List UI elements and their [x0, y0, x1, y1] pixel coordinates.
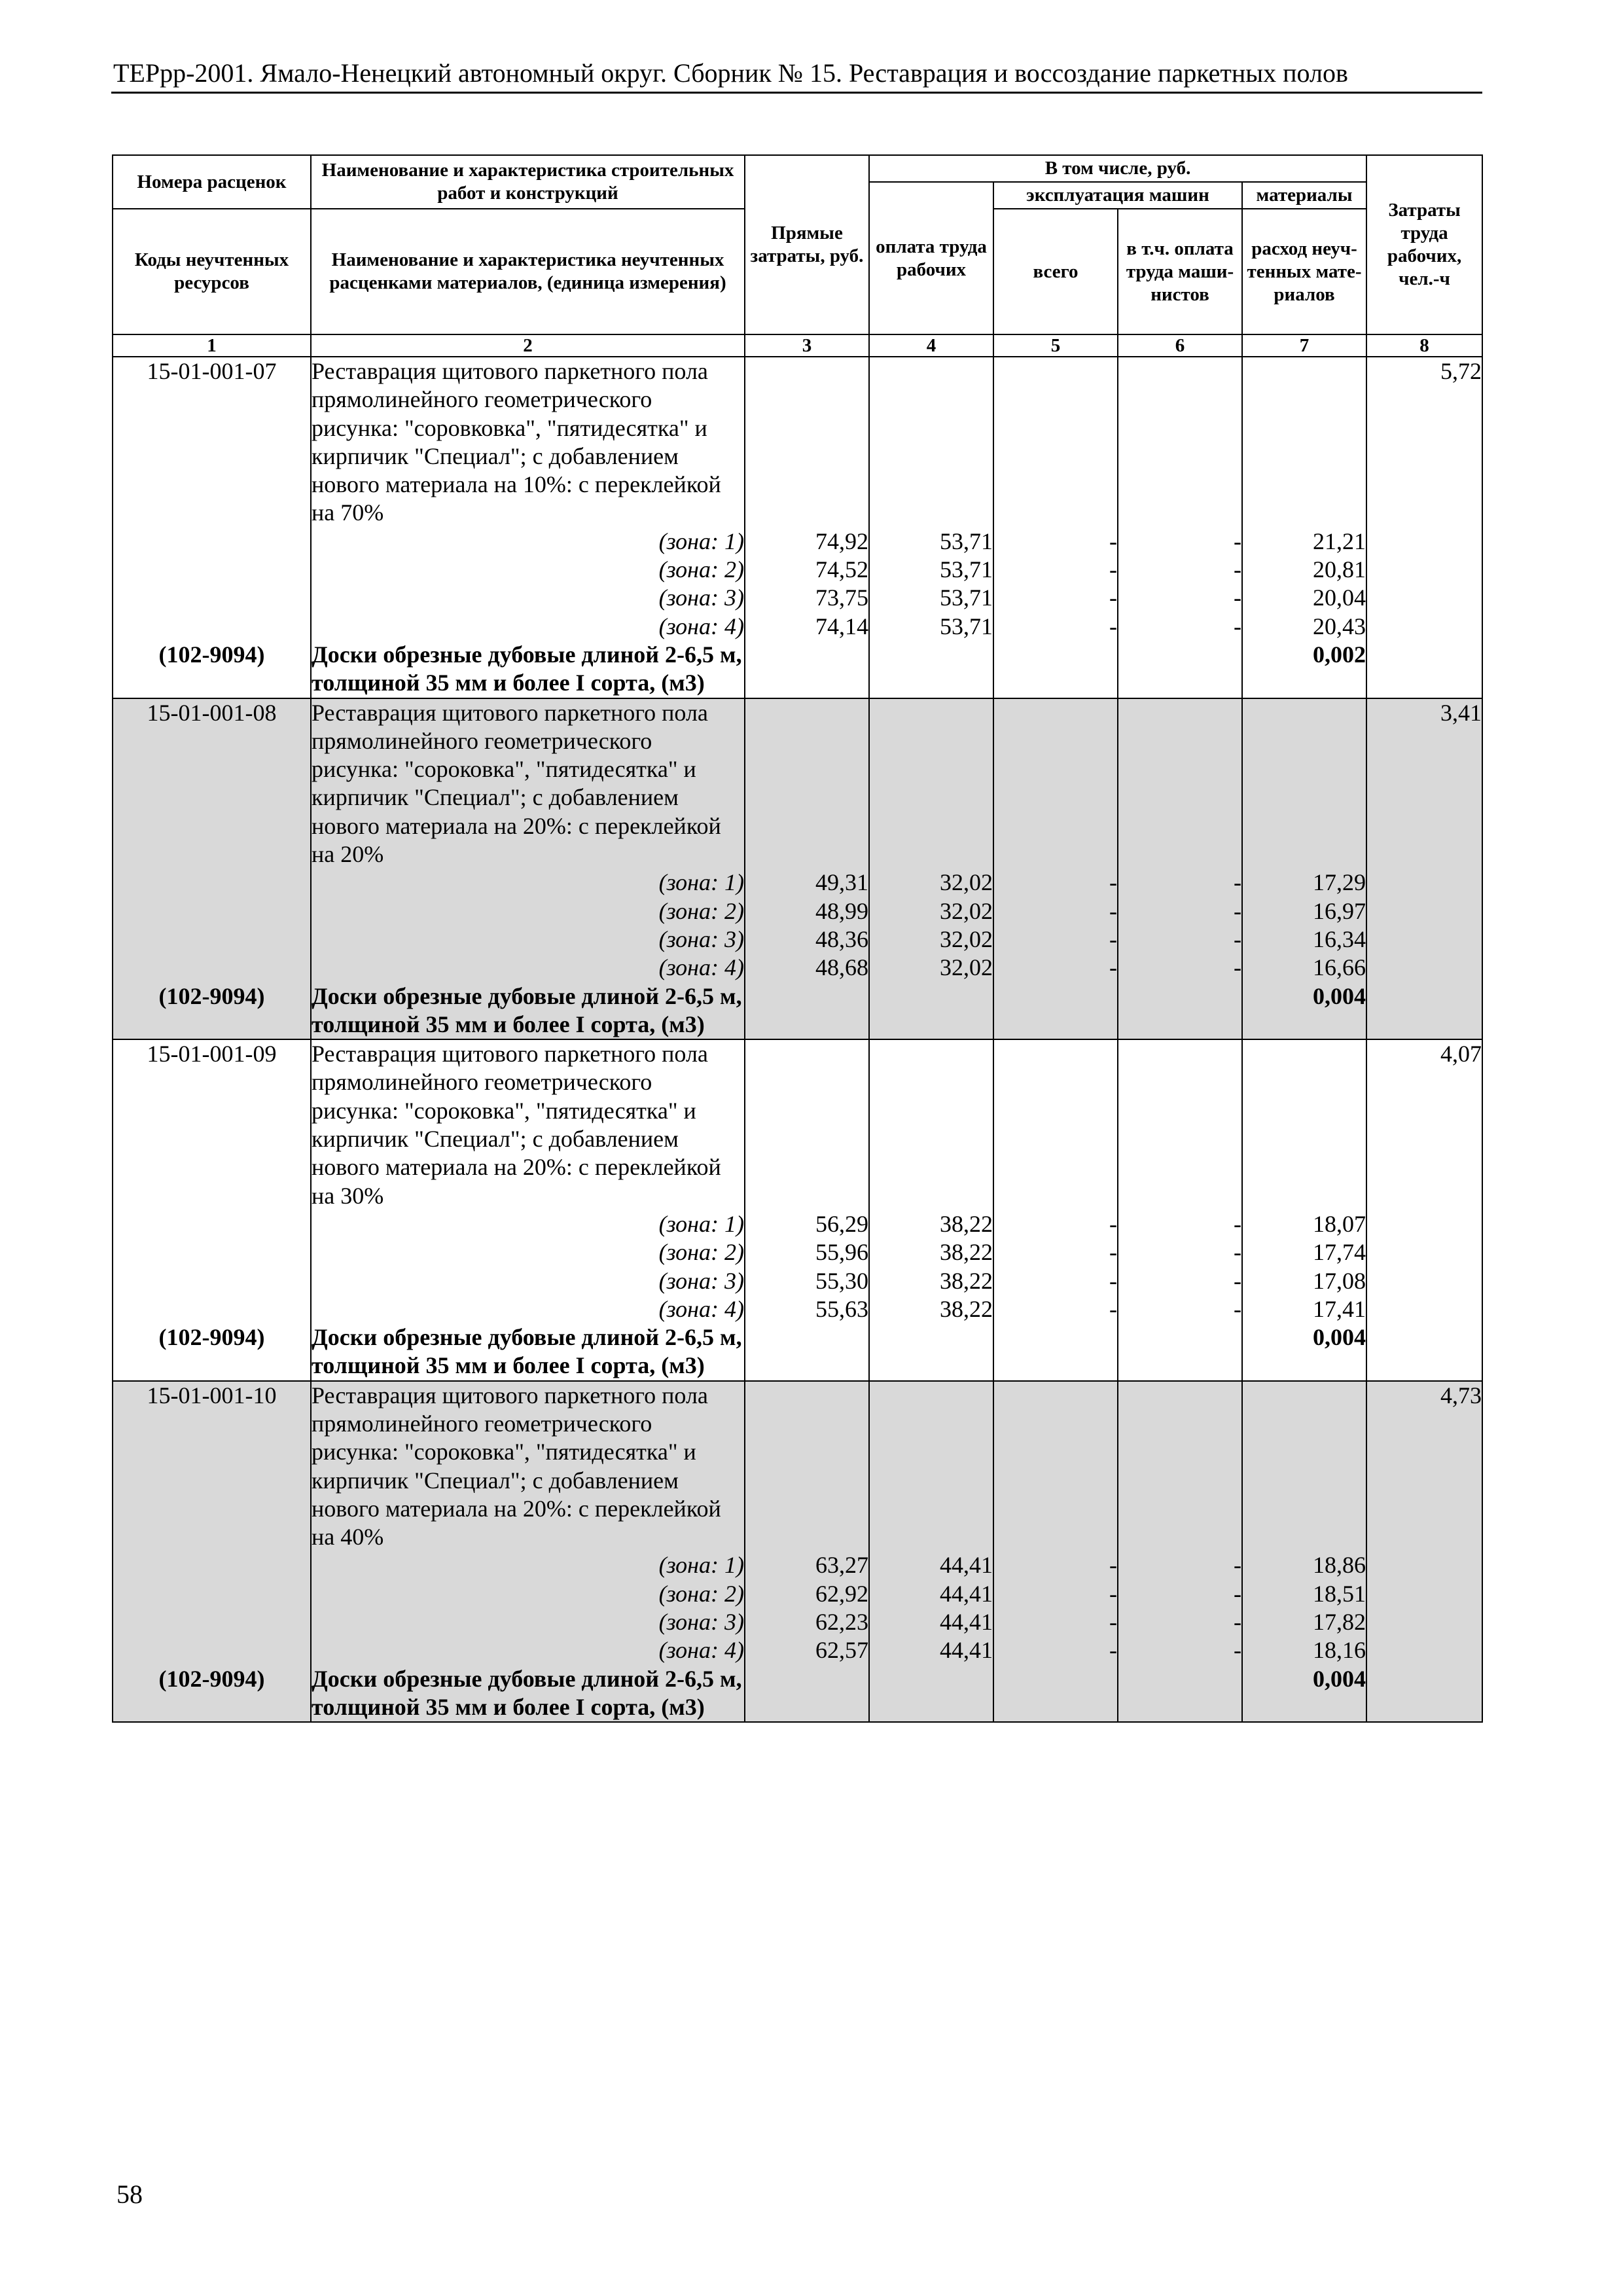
- machinists-pay: -: [1234, 584, 1241, 611]
- materials-cost-cell: [1242, 357, 1366, 698]
- direct-cost-cell: [745, 1381, 869, 1723]
- direct-cost: 62,23: [815, 1609, 868, 1636]
- head-materials: материалы: [1242, 182, 1366, 209]
- column-numbers-row: [113, 334, 1482, 357]
- materials-cost: 17,08: [1313, 1267, 1366, 1294]
- head-labor-pay: оплата труда рабочих: [869, 182, 993, 334]
- head-direct-costs: Прямые затраты, руб.: [745, 155, 869, 334]
- resource-quantity: 0,004: [1313, 982, 1366, 1009]
- head-machine-operation: эксплуатация машин: [993, 182, 1242, 209]
- materials-cost: 18,07: [1313, 1210, 1366, 1237]
- table-row: [113, 698, 1482, 1040]
- labor-pay: 44,41: [940, 1580, 993, 1607]
- direct-cost: 73,75: [815, 584, 868, 611]
- zone-label: (зона: 4): [658, 1637, 744, 1664]
- machines-total: -: [1109, 556, 1117, 583]
- machinists-pay: -: [1234, 556, 1241, 583]
- direct-cost: 74,52: [815, 556, 868, 583]
- machinists-pay: -: [1234, 1580, 1241, 1607]
- rate-code-cell: [113, 1039, 311, 1381]
- zone-label: (зона: 2): [658, 1580, 744, 1607]
- machinists-pay: -: [1234, 1239, 1241, 1266]
- labor-hours-cell: [1366, 1381, 1482, 1723]
- resource-name: Доски обрезные дубовые длиной 2-6,5 м, толщиной 35 мм и более I сорта, (м3): [312, 641, 742, 696]
- zone-label: (зона: 3): [658, 1267, 744, 1294]
- direct-cost: 62,92: [815, 1580, 868, 1607]
- head-rate-numbers: Номера расценок: [113, 155, 311, 209]
- machinists-pay: -: [1234, 1295, 1241, 1322]
- machinists-pay: -: [1234, 1267, 1241, 1294]
- labor-pay: 38,22: [940, 1267, 993, 1294]
- resource-quantity: 0,004: [1313, 1665, 1366, 1692]
- description-cell: [311, 1039, 745, 1381]
- materials-cost: 21,21: [1313, 528, 1366, 554]
- head-including: В том числе, руб.: [869, 155, 1366, 182]
- head-material-name: Наименование и характеристика неучтенных расценками материалов, (единица измерения): [311, 209, 745, 334]
- machines-total: -: [1109, 1637, 1117, 1664]
- machines-total: -: [1109, 1580, 1117, 1607]
- direct-cost: 74,14: [815, 613, 868, 639]
- description-cell: [311, 1381, 745, 1723]
- machines-total: -: [1109, 584, 1117, 611]
- labor-pay: 53,71: [940, 584, 993, 611]
- materials-cost: 16,66: [1313, 954, 1366, 981]
- machines-total: -: [1109, 954, 1117, 981]
- materials-cost: 17,41: [1313, 1295, 1366, 1322]
- resource-quantity: 0,004: [1313, 1324, 1366, 1351]
- resource-code: (102-9094): [158, 1324, 265, 1351]
- zone-label: (зона: 2): [658, 1239, 744, 1266]
- resource-quantity: 0,002: [1313, 641, 1366, 668]
- work-description: Реставрация щитового паркетного пола прямолинейного геометрического рисунка: "сороковка", "пятидесятка" и кирпичик "Специал"; с добавлением нового материала на 20%: с переклейкой на 40%: [312, 1382, 721, 1551]
- materials-cost: 20,04: [1313, 584, 1366, 611]
- zone-label: (зона: 2): [658, 897, 744, 924]
- machinists-pay: -: [1234, 528, 1241, 554]
- machines-total: -: [1109, 869, 1117, 896]
- labor-pay: 32,02: [940, 954, 993, 981]
- resource-name: Доски обрезные дубовые длиной 2-6,5 м, толщиной 35 мм и более I сорта, (м3): [312, 1665, 742, 1720]
- direct-cost: 56,29: [815, 1210, 868, 1237]
- work-description: Реставрация щитового паркетного пола прямолинейного геометрического рисунка: "соровковка", "пятидесятка" и кирпичик "Специал"; с добавлением нового материала на 10%: с переклейкой на 70%: [312, 358, 721, 526]
- resource-code: (102-9094): [158, 641, 265, 668]
- zone-label: (зона: 4): [658, 1295, 744, 1322]
- rate-code-cell: [113, 357, 311, 698]
- labor-pay: 38,22: [940, 1210, 993, 1237]
- materials-cost: 20,81: [1313, 556, 1366, 583]
- direct-cost: 55,63: [815, 1295, 868, 1322]
- table-row: [113, 1039, 1482, 1381]
- colnum-5: 5: [993, 334, 1118, 357]
- head-resource-codes: Коды неучтенных ресурсов: [113, 209, 311, 334]
- description-cell: [311, 698, 745, 1040]
- labor-hours: 4,73: [1440, 1382, 1482, 1408]
- machines-total: -: [1109, 1267, 1117, 1294]
- direct-cost: 62,57: [815, 1637, 868, 1664]
- head-machines-total: всего: [993, 209, 1118, 334]
- labor-pay: 44,41: [940, 1609, 993, 1636]
- zone-label: (зона: 2): [658, 556, 744, 583]
- zone-label: (зона: 3): [658, 925, 744, 952]
- labor-pay-cell: [869, 357, 993, 698]
- direct-cost-cell: [745, 1039, 869, 1381]
- head-machinists-pay: в т.ч. оплата труда маши-нистов: [1118, 209, 1242, 334]
- machines-total-cell: [993, 357, 1118, 698]
- direct-cost: 48,99: [815, 897, 868, 924]
- colnum-4: 4: [869, 334, 993, 357]
- materials-cost: 17,74: [1313, 1239, 1366, 1266]
- resource-name: Доски обрезные дубовые длиной 2-6,5 м, толщиной 35 мм и более I сорта, (м3): [312, 1324, 742, 1379]
- direct-cost: 55,30: [815, 1267, 868, 1294]
- table-row: [113, 357, 1482, 698]
- machines-total-cell: [993, 1381, 1118, 1723]
- machinists-pay-cell: [1118, 357, 1242, 698]
- labor-hours: 3,41: [1440, 699, 1482, 726]
- direct-cost: 55,96: [815, 1239, 868, 1266]
- materials-cost-cell: [1242, 1039, 1366, 1381]
- machines-total-cell: [993, 698, 1118, 1040]
- head-unaccounted-materials: расход неуч-тенных мате-риалов: [1242, 209, 1366, 334]
- machinists-pay: -: [1234, 869, 1241, 896]
- labor-hours: 5,72: [1440, 358, 1482, 384]
- colnum-6: 6: [1118, 334, 1242, 357]
- machinists-pay: -: [1234, 897, 1241, 924]
- materials-cost: 18,86: [1313, 1552, 1366, 1579]
- header-rule: [111, 92, 1482, 94]
- labor-pay-cell: [869, 698, 993, 1040]
- machinists-pay-cell: [1118, 1381, 1242, 1723]
- work-description: Реставрация щитового паркетного пола прямолинейного геометрического рисунка: "сороковка", "пятидесятка" и кирпичик "Специал"; с добавлением нового материала на 20%: с переклейкой на 30%: [312, 1041, 721, 1209]
- labor-pay: 53,71: [940, 613, 993, 639]
- machinists-pay: -: [1234, 1609, 1241, 1636]
- rates-table: [112, 154, 1483, 1723]
- page-number: 58: [116, 2179, 143, 2209]
- machinists-pay: -: [1234, 613, 1241, 639]
- machines-total: -: [1109, 1239, 1117, 1266]
- machines-total: -: [1109, 1295, 1117, 1322]
- direct-cost: 74,92: [815, 528, 868, 554]
- labor-pay: 32,02: [940, 925, 993, 952]
- materials-cost: 16,34: [1313, 925, 1366, 952]
- resource-name: Доски обрезные дубовые длиной 2-6,5 м, толщиной 35 мм и более I сорта, (м3): [312, 982, 742, 1037]
- labor-pay-cell: [869, 1381, 993, 1723]
- labor-pay: 53,71: [940, 556, 993, 583]
- labor-pay: 32,02: [940, 897, 993, 924]
- machinists-pay: -: [1234, 1210, 1241, 1237]
- machines-total: -: [1109, 925, 1117, 952]
- machinists-pay-cell: [1118, 1039, 1242, 1381]
- colnum-8: 8: [1366, 334, 1482, 357]
- zone-label: (зона: 1): [658, 1552, 744, 1579]
- materials-cost: 20,43: [1313, 613, 1366, 639]
- description-cell: [311, 357, 745, 698]
- colnum-1: 1: [113, 334, 311, 357]
- materials-cost: 18,51: [1313, 1580, 1366, 1607]
- labor-pay: 44,41: [940, 1552, 993, 1579]
- colnum-7: 7: [1242, 334, 1366, 357]
- materials-cost: 17,29: [1313, 869, 1366, 896]
- direct-cost-cell: [745, 357, 869, 698]
- work-description: Реставрация щитового паркетного пола прямолинейного геометрического рисунка: "сороковка", "пятидесятка" и кирпичик "Специал"; с добавлением нового материала на 20%: с переклейкой на 20%: [312, 699, 721, 868]
- rate-code-cell: [113, 698, 311, 1040]
- zone-label: (зона: 4): [658, 613, 744, 639]
- machines-total-cell: [993, 1039, 1118, 1381]
- machinists-pay-cell: [1118, 698, 1242, 1040]
- rate-code: 15-01-001-08: [147, 699, 277, 726]
- resource-code: (102-9094): [158, 982, 265, 1009]
- table-head: [113, 155, 1482, 357]
- materials-cost-cell: [1242, 698, 1366, 1040]
- machines-total: -: [1109, 1609, 1117, 1636]
- head-labor-hours: Затраты труда рабочих, чел.-ч: [1366, 155, 1482, 334]
- direct-cost: 48,68: [815, 954, 868, 981]
- machines-total: -: [1109, 897, 1117, 924]
- zone-label: (зона: 1): [658, 1210, 744, 1237]
- labor-pay: 44,41: [940, 1637, 993, 1664]
- materials-cost: 18,16: [1313, 1637, 1366, 1664]
- colnum-3: 3: [745, 334, 869, 357]
- labor-hours: 4,07: [1440, 1041, 1482, 1067]
- resource-code: (102-9094): [158, 1665, 265, 1692]
- direct-cost: 48,36: [815, 925, 868, 952]
- machines-total: -: [1109, 1210, 1117, 1237]
- machinists-pay: -: [1234, 954, 1241, 981]
- labor-hours-cell: [1366, 1039, 1482, 1381]
- colnum-2: 2: [311, 334, 745, 357]
- rate-code-cell: [113, 1381, 311, 1723]
- machinists-pay: -: [1234, 925, 1241, 952]
- materials-cost-cell: [1242, 1381, 1366, 1723]
- zone-label: (зона: 1): [658, 528, 744, 554]
- labor-pay: 38,22: [940, 1295, 993, 1322]
- direct-cost: 63,27: [815, 1552, 868, 1579]
- table-body: [113, 357, 1482, 1722]
- labor-pay: 32,02: [940, 869, 993, 896]
- machinists-pay: -: [1234, 1637, 1241, 1664]
- page-header-title: ТЕРрр-2001. Ямало-Ненецкий автономный округ. Сборник № 15. Реставрация и воссоздание паркетных полов: [113, 58, 1348, 88]
- labor-pay: 53,71: [940, 528, 993, 554]
- zone-label: (зона: 4): [658, 954, 744, 981]
- rate-code: 15-01-001-07: [147, 358, 277, 384]
- rate-code: 15-01-001-09: [147, 1041, 277, 1067]
- materials-cost: 17,82: [1313, 1609, 1366, 1636]
- machines-total: -: [1109, 1552, 1117, 1579]
- labor-hours-cell: [1366, 698, 1482, 1040]
- rate-code: 15-01-001-10: [147, 1382, 277, 1408]
- direct-cost: 49,31: [815, 869, 868, 896]
- machines-total: -: [1109, 613, 1117, 639]
- machines-total: -: [1109, 528, 1117, 554]
- head-work-name: Наименование и характеристика строительных работ и конструкций: [311, 155, 745, 209]
- zone-label: (зона: 1): [658, 869, 744, 896]
- zone-label: (зона: 3): [658, 1609, 744, 1636]
- machinists-pay: -: [1234, 1552, 1241, 1579]
- labor-pay-cell: [869, 1039, 993, 1381]
- materials-cost: 16,97: [1313, 897, 1366, 924]
- labor-pay: 38,22: [940, 1239, 993, 1266]
- direct-cost-cell: [745, 698, 869, 1040]
- table-row: [113, 1381, 1482, 1723]
- zone-label: (зона: 3): [658, 584, 744, 611]
- labor-hours-cell: [1366, 357, 1482, 698]
